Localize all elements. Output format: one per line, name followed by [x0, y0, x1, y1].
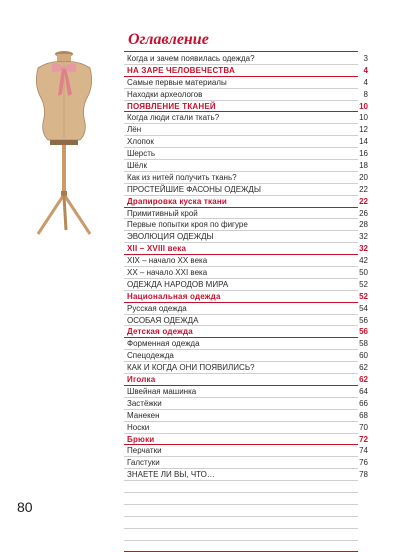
toc-entry[interactable]	[124, 160, 368, 172]
toc-entry[interactable]	[124, 481, 368, 493]
toc-entry-page: 18	[359, 161, 368, 171]
toc-entry[interactable]	[124, 208, 368, 220]
toc-entry[interactable]	[124, 386, 368, 398]
toc-entry-page: 62	[359, 363, 368, 373]
toc-entry-label: Швейная машинка	[127, 386, 197, 396]
toc-section[interactable]	[124, 101, 368, 113]
toc-entry-page: 28	[359, 220, 368, 230]
toc-entry[interactable]	[124, 505, 368, 517]
toc-entry[interactable]	[124, 77, 368, 89]
toc-entry-page: 22	[359, 184, 368, 194]
toc-entry[interactable]	[124, 184, 368, 196]
toc-section-page: 32	[359, 244, 368, 254]
toc-entry-page: 14	[359, 137, 368, 147]
toc-entry[interactable]	[124, 231, 368, 243]
page-number: 80	[17, 499, 33, 515]
toc-entry-label: Самые первые материалы	[127, 77, 227, 87]
toc-entry-label: Первые попытки кроя по фигуре	[127, 220, 248, 230]
toc-section-label: Брюки	[127, 434, 155, 444]
toc-entry[interactable]	[124, 255, 368, 267]
toc-entry-label: Лён	[127, 125, 142, 135]
toc-entry[interactable]	[124, 53, 368, 65]
toc-entry-label: Шерсть	[127, 149, 156, 159]
toc-section[interactable]	[124, 541, 368, 552]
toc-entry[interactable]	[124, 350, 368, 362]
toc-entry-label: Спецодежда	[127, 351, 174, 361]
toc-section[interactable]	[124, 291, 368, 303]
toc-entry[interactable]	[124, 362, 368, 374]
toc-entry-page: 20	[359, 172, 368, 182]
toc-entry-label: КАК И КОГДА ОНИ ПОЯВИЛИСЬ?	[127, 363, 255, 373]
toc-entry[interactable]	[124, 124, 368, 136]
toc-entry-label: ПРОСТЕЙШИЕ ФАСОНЫ ОДЕЖДЫ	[127, 184, 261, 194]
toc-section[interactable]	[124, 326, 368, 338]
toc-section-page: 52	[359, 291, 368, 301]
toc-section-page: 22	[359, 196, 368, 206]
toc-entry-label: Форменная одежда	[127, 339, 200, 349]
toc-entry-page: 12	[359, 125, 368, 135]
toc-entry-page: 26	[359, 208, 368, 218]
toc-entry-label: XIX – начало XX века	[127, 256, 208, 266]
toc-section-label: Национальная одежда	[127, 291, 221, 301]
mannequin-illustration	[20, 44, 110, 238]
toc-entry[interactable]	[124, 279, 368, 291]
toc-entry-label: Когда и зачем появилась одежда?	[127, 54, 255, 63]
toc-entry-page: 3	[363, 54, 368, 63]
toc-entry-page: 64	[359, 386, 368, 396]
toc-entry-page: 8	[363, 89, 368, 99]
toc-entry-label: Находки археологов	[127, 89, 203, 99]
toc-entry-page: 4	[363, 77, 368, 87]
toc-entry-label: Русская одежда	[127, 303, 187, 313]
toc-section-label: НА ЗАРЕ ЧЕЛОВЕЧЕСТВА	[127, 65, 235, 75]
toc-entry-page: 58	[359, 339, 368, 349]
page-title: Оглавление	[128, 31, 209, 48]
toc-entry[interactable]	[124, 517, 368, 529]
toc-entry[interactable]	[124, 398, 368, 410]
toc-entry-page: 32	[359, 232, 368, 242]
toc-section-label: Драпировка куска ткани	[127, 196, 228, 206]
toc-entry-label: Шёлк	[127, 161, 147, 171]
toc-section[interactable]	[124, 434, 368, 446]
toc-entry[interactable]	[124, 410, 368, 422]
toc-entry-label: ОСОБАЯ ОДЕЖДА	[127, 315, 199, 325]
toc-section-page: 10	[359, 101, 368, 111]
toc-entry-page: 60	[359, 351, 368, 361]
toc-entry-label: ЗНАЕТЕ ЛИ ВЫ, ЧТО…	[127, 470, 215, 480]
toc-entry-label: Когда люди стали ткать?	[127, 113, 220, 123]
toc-entry-label: Примитивный крой	[127, 208, 198, 218]
toc-entry-page: 74	[359, 446, 368, 456]
toc-section-page: 72	[359, 434, 368, 444]
toc-entry[interactable]	[124, 493, 368, 505]
toc-entry-label: ЭВОЛЮЦИЯ ОДЕЖДЫ	[127, 232, 214, 242]
toc-entry-page: 70	[359, 422, 368, 432]
toc-entry-label: ОДЕЖДА НАРОДОВ МИРА	[127, 279, 229, 289]
toc-entry[interactable]	[124, 457, 368, 469]
toc-section[interactable]	[124, 65, 368, 77]
toc-entry[interactable]	[124, 338, 368, 350]
toc-entry-page: 52	[359, 279, 368, 289]
toc-section-page: 4	[363, 65, 368, 75]
toc-entry-label: Галстуки	[127, 458, 160, 468]
toc-entry-page: 50	[359, 268, 368, 278]
toc-entry-label: Как из нитей получить ткань?	[127, 172, 237, 182]
toc-section-page: 62	[359, 375, 368, 385]
toc-section-label: XII – XVIII века	[127, 244, 187, 254]
toc-entry[interactable]	[124, 469, 368, 481]
toc-entry-page: 66	[359, 398, 368, 408]
toc-entry[interactable]	[124, 315, 368, 327]
toc-entry[interactable]	[124, 529, 368, 541]
toc-section-label: Иголка	[127, 375, 156, 385]
toc-entry[interactable]	[124, 136, 368, 148]
toc-entry-page: 42	[359, 256, 368, 266]
toc-entry-label: Перчатки	[127, 446, 162, 456]
toc-section-page: 56	[359, 327, 368, 337]
toc-entry[interactable]	[124, 267, 368, 279]
toc-entry[interactable]	[124, 219, 368, 231]
toc-entry-page: 76	[359, 458, 368, 468]
toc-entry[interactable]	[124, 89, 368, 101]
toc-entry-label: XX – начало XXI века	[127, 268, 208, 278]
toc-section[interactable]	[124, 196, 368, 208]
toc-section[interactable]	[124, 374, 368, 386]
toc-entry-label: Застёжки	[127, 398, 162, 408]
toc-entry-page: 16	[359, 149, 368, 159]
toc-entry-page: 56	[359, 315, 368, 325]
toc-entry[interactable]	[124, 112, 368, 124]
toc-entry-page: 54	[359, 303, 368, 313]
title-divider	[124, 51, 358, 52]
toc-entry[interactable]	[124, 172, 368, 184]
toc-section-label: Детская одежда	[127, 327, 193, 337]
toc-entry-label: Манекен	[127, 410, 160, 420]
toc-section-label: ПОЯВЛЕНИЕ ТКАНЕЙ	[127, 101, 216, 111]
toc-section[interactable]	[124, 243, 368, 255]
toc-entry-page: 10	[359, 113, 368, 123]
toc-entry-page: 68	[359, 410, 368, 420]
toc-entry-label: Хлопок	[127, 137, 154, 147]
toc-entry-page: 78	[359, 470, 368, 480]
toc-entry[interactable]	[124, 445, 368, 457]
toc-entry[interactable]	[124, 422, 368, 434]
toc-entry[interactable]	[124, 303, 368, 315]
toc-entry[interactable]	[124, 148, 368, 160]
table-of-contents	[124, 53, 368, 552]
toc-entry-label: Носки	[127, 422, 150, 432]
